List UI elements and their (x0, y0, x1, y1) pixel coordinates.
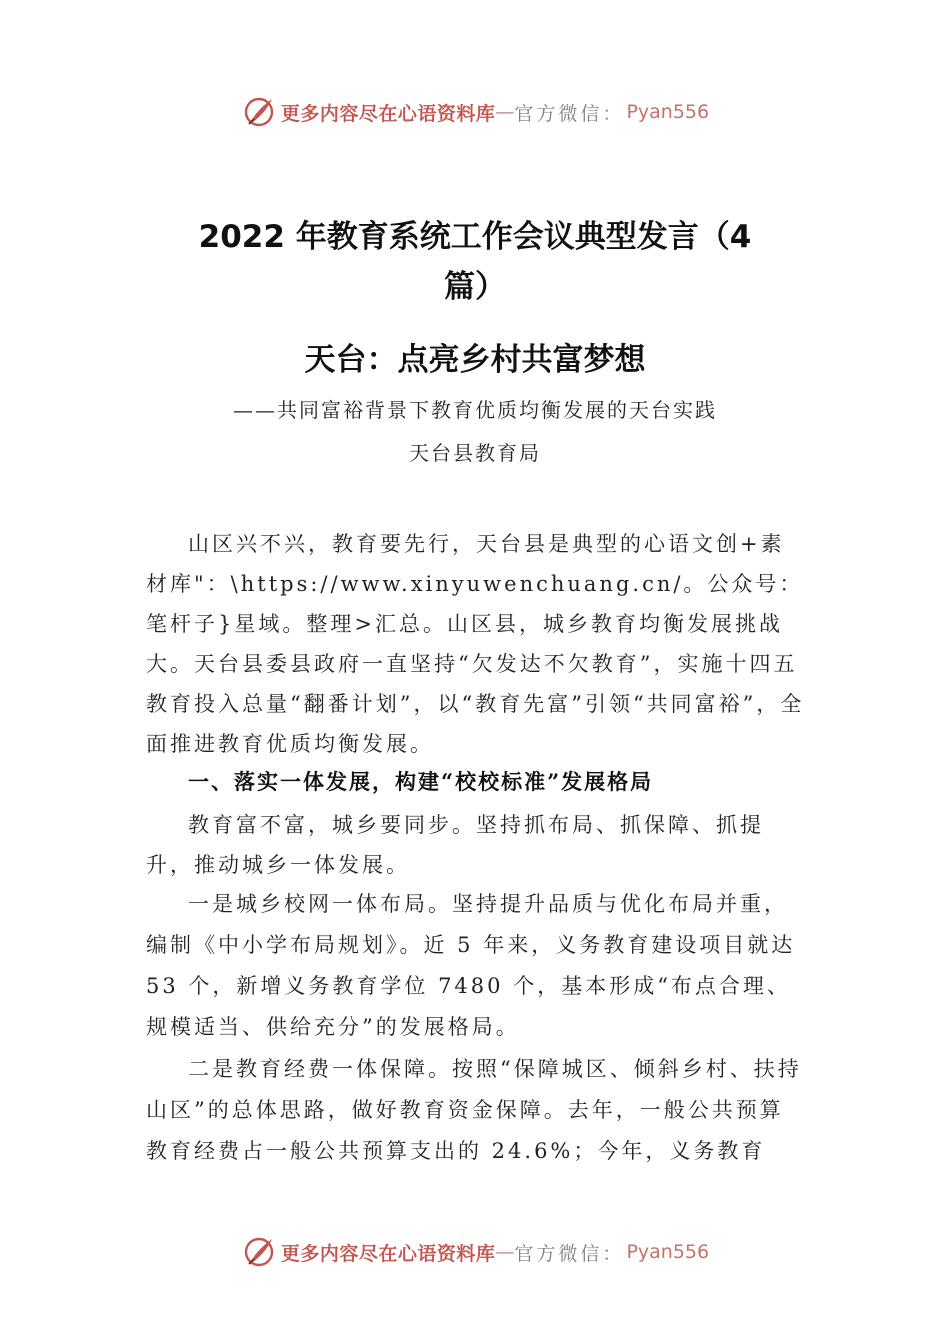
section-heading-1 (146, 762, 806, 802)
watermark-label: 官方微信： (514, 102, 625, 125)
document-title (150, 212, 800, 312)
section-title: 天台：点亮乡村共富梦想 (304, 342, 646, 378)
quill-pen-logo-icon (241, 94, 277, 130)
paragraph-text: 一是城乡校网一体布局。坚持提升品质与优化布局并重，编制《中小学布局规划》。近 5 年来，义务教育建设项目就达 53 个，新增义务教育学位 7480 个，基本形成“布点合理、规模适当、供给充分”的发展格局。 (146, 892, 796, 1039)
watermark-wechat-id: Pyan556 (626, 1241, 710, 1263)
body-paragraph-3 (146, 884, 806, 1048)
watermark-wechat-id: Pyan556 (626, 101, 710, 123)
document-title-line-2: 篇） (444, 269, 506, 305)
author-line: 天台县教育局 (409, 441, 541, 465)
body-paragraph-4 (146, 1049, 806, 1172)
watermark-separator: — (495, 101, 515, 123)
watermark-brand: 更多内容尽在心语资料库 (280, 102, 496, 125)
paragraph-text: 山区兴不兴，教育要先行，天台县是典型的心语文创+素材库"：\https://www.xinyuwenchuang.cn/。公众号：笔杆子}星域。整理>汇总。山区县，城乡教育均衡发展挑战大。天台县委县政府一直坚持“欠发达不欠教育”，实施十四五教育投入总量“翻番计划”，以“教育先富”引领“共同富裕”，全面推进教育优质均衡发展。 (146, 532, 805, 756)
watermark-separator: — (495, 1241, 515, 1263)
heading-text: 一、落实一体发展，构建“校校标准”发展格局 (188, 769, 654, 794)
body-paragraph-1 (146, 524, 806, 764)
header-watermark (0, 92, 950, 132)
body-paragraph-2 (146, 805, 806, 885)
document-title-line-1: 2022 年教育系统工作会议典型发言（4 (198, 219, 752, 255)
paragraph-text: 教育富不富，城乡要同步。坚持抓布局、抓保障、抓提升，推动城乡一体发展。 (146, 813, 764, 877)
paragraph-text: 二是教育经费一体保障。按照“保障城区、倾斜乡村、扶持山区”的总体思路，做好教育资金保障。去年，一般公共预算教育经费占一般公共预算支出的 24.6%；今年，义务教育 (146, 1057, 802, 1163)
section-subtitle: ——共同富裕背景下教育优质均衡发展的天台实践 (233, 398, 717, 422)
watermark-brand: 更多内容尽在心语资料库 (280, 1242, 496, 1265)
watermark-label: 官方微信： (514, 1242, 625, 1265)
footer-watermark (0, 1232, 950, 1272)
quill-pen-logo-icon (241, 1234, 277, 1270)
